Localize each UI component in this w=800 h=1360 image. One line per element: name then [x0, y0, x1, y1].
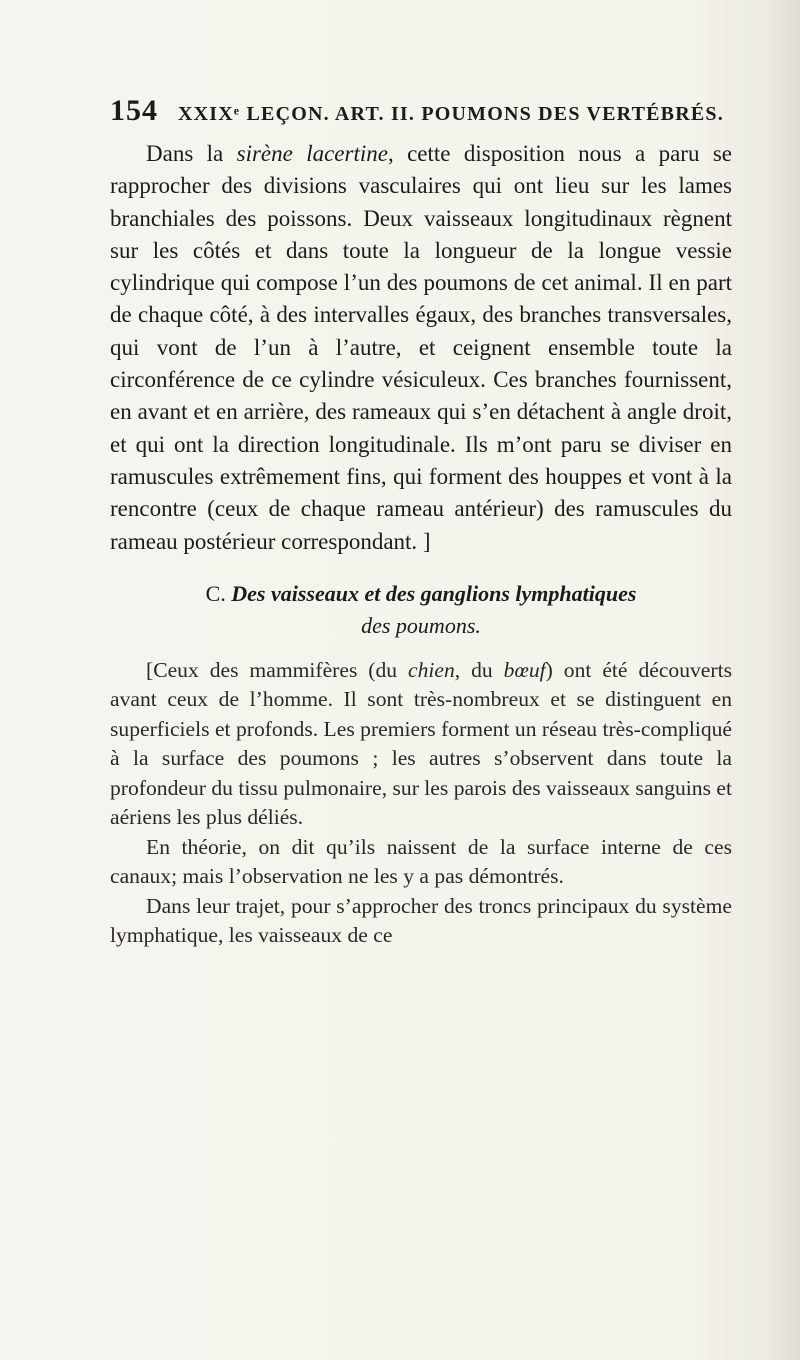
- paragraph-lead: Dans la: [146, 141, 237, 166]
- page-number: 154: [110, 94, 158, 127]
- section-letter: C.: [205, 580, 226, 606]
- paragraph-text: , cette disposition nous a paru se rapprocher des divisions vasculaires qui ont lieu sur les lames branchiales des poissons. Deux vaisseaux longitudinaux règnent sur les côtés et dans toute la longueur de la longue vessie cylindrique qui compose l’un des poumons de cet animal. Il en part de chaque côté, à des intervalles égaux, des branches transversales, qui vont de l’un à l’autre, et ceignent ensemble toute la circonférence de ce cylindre vésiculeux. Ces branches fournissent, en avant et en arrière, des rameaux qui s’en détachent à angle droit, et qui ont la direction longitudinale. Ils m’ont paru se diviser en ramuscules extrêmement fins, qui forment des houppes et vont à la rencontre (ceux de chaque rameau antérieur) des ramuscules du rameau postérieur correspondant. ]: [110, 141, 732, 554]
- paragraph-connector: , du: [454, 657, 504, 682]
- paragraph-theorie: En théorie, on dit qu’ils naissent de la surface interne de ces canaux; mais l’observation ne les y a pas démontrés.: [110, 834, 732, 889]
- animal-name-chien: chien: [408, 657, 455, 682]
- section-heading: [110, 578, 732, 642]
- page-header: [110, 94, 730, 134]
- paragraph-text: ) ont été découverts avant ceux de l’homme. Il sont très-nombreux et se distinguent en superficiels et profonds. Les premiers forment un réseau très-compliqué à la surface des poumons ; les autres s’observent dans toute la profondeur du tissu pulmonaire, sur les parois des vaisseaux sanguins et aériens les plus déliés.: [110, 657, 732, 830]
- paragraph-trajet: Dans leur trajet, pour s’approcher des troncs principaux du système lymphatique, les vaisseaux de ce: [110, 893, 732, 948]
- section-title-line2: des poumons.: [361, 612, 481, 638]
- animal-name-boeuf: bœuf: [503, 657, 546, 682]
- paragraph-sirene: [110, 138, 732, 558]
- body-text: [110, 138, 732, 951]
- section-title-line1: Des vaisseaux et des ganglions lymphatiques: [231, 580, 637, 606]
- running-head: XXIXᵉ LEÇON. ART. II. POUMONS DES VERTÉBRÉS.: [178, 103, 724, 125]
- section-body: [110, 656, 732, 951]
- paragraph-lead: [Ceux des mammifères (du: [146, 657, 409, 682]
- species-name: sirène lacertine: [236, 141, 388, 166]
- paragraph-mammiferes: [110, 656, 732, 833]
